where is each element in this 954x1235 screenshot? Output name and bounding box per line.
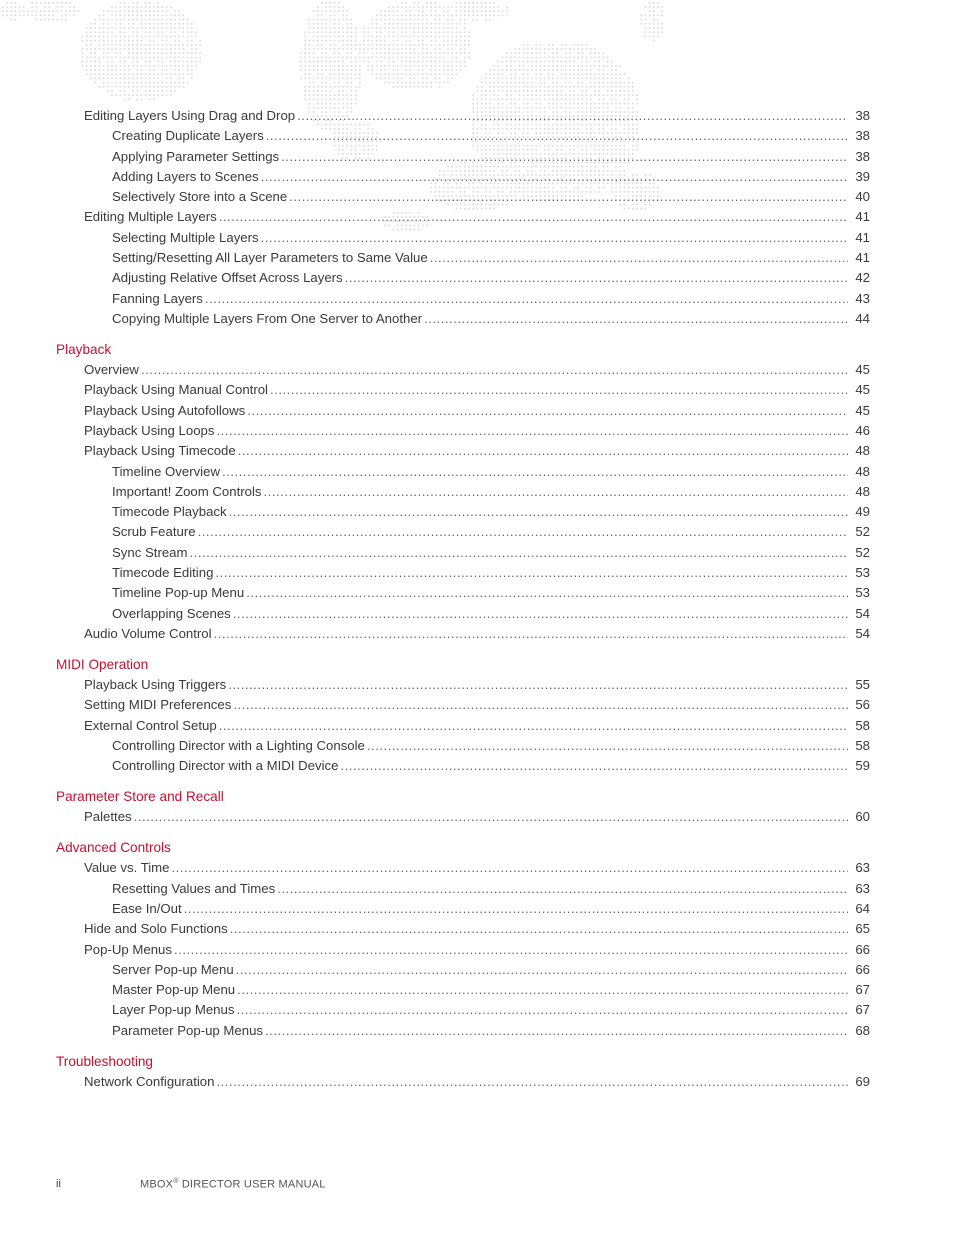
dot-leader xyxy=(277,879,848,899)
dot-leader xyxy=(270,380,848,400)
toc-entry-page: 48 xyxy=(855,443,870,459)
toc-entry-title: Adjusting Relative Offset Across Layers xyxy=(112,270,343,286)
toc-entry[interactable] xyxy=(56,716,870,736)
toc-entry[interactable] xyxy=(56,899,870,919)
dot-leader xyxy=(238,441,848,461)
toc-entry[interactable] xyxy=(56,126,870,146)
dot-leader xyxy=(345,268,848,288)
toc-entry[interactable] xyxy=(56,940,870,960)
toc-entry-page: 54 xyxy=(855,605,870,621)
toc-entry[interactable] xyxy=(56,879,870,899)
toc-entry-page: 52 xyxy=(855,524,870,540)
toc-entry-page: 58 xyxy=(855,737,870,753)
dot-leader xyxy=(198,522,848,542)
dot-leader xyxy=(233,695,848,715)
toc-entry[interactable] xyxy=(56,380,870,400)
toc-entry-page: 38 xyxy=(855,148,870,164)
toc-entry-title: Server Pop-up Menu xyxy=(112,961,234,977)
toc-entry[interactable] xyxy=(56,695,870,715)
dot-leader xyxy=(233,604,848,624)
toc-entry-page: 48 xyxy=(855,483,870,499)
toc-entry-page: 44 xyxy=(855,310,870,326)
dot-leader xyxy=(289,187,848,207)
toc-entry[interactable] xyxy=(56,147,870,167)
toc-entry-title: Playback Using Manual Control xyxy=(84,382,268,398)
toc-entry[interactable] xyxy=(56,980,870,1000)
toc-entry-title: Parameter Pop-up Menus xyxy=(112,1022,263,1038)
dot-leader xyxy=(266,126,848,146)
dot-leader xyxy=(134,807,848,827)
toc-entry-title: Timeline Overview xyxy=(112,463,220,479)
toc-entry-title: Ease In/Out xyxy=(112,900,182,916)
toc-entry[interactable] xyxy=(56,756,870,776)
section-heading: Parameter Store and Recall xyxy=(56,789,224,804)
toc-entry-page: 39 xyxy=(855,168,870,184)
toc-entry-page: 67 xyxy=(855,1002,870,1018)
dot-leader xyxy=(237,980,848,1000)
toc-entry-title: Timeline Pop-up Menu xyxy=(112,585,245,601)
toc-entry-page: 41 xyxy=(855,250,870,266)
toc-entry-page: 41 xyxy=(855,229,870,245)
toc-entry-page: 53 xyxy=(855,585,870,601)
toc-entry-title: Controlling Director with a MIDI Device xyxy=(112,758,339,774)
toc-entry-title: Sync Stream xyxy=(112,544,188,560)
dot-leader xyxy=(297,106,848,126)
toc-entry[interactable] xyxy=(56,309,870,329)
toc-entry-title: Timecode Editing xyxy=(112,565,214,581)
toc-entry[interactable] xyxy=(56,807,870,827)
toc-entry-page: 38 xyxy=(855,108,870,123)
toc-entry-page: 52 xyxy=(855,544,870,560)
toc-entry-title: Pop-Up Menus xyxy=(84,941,172,957)
dot-leader xyxy=(281,147,848,167)
toc-entry-page: 45 xyxy=(855,362,870,378)
toc-entry-title: Palettes xyxy=(84,809,132,825)
section-heading: Playback xyxy=(56,341,112,357)
toc-entry[interactable] xyxy=(56,167,870,187)
toc-entry-title: Hide and Solo Functions xyxy=(84,921,228,937)
dot-leader xyxy=(205,289,848,309)
toc-entry-title: Selectively Store into a Scene xyxy=(112,189,288,205)
dot-leader xyxy=(222,462,848,482)
manual-title: MBOX® DIRECTOR USER MANUAL xyxy=(140,1178,326,1191)
dot-leader xyxy=(340,756,848,776)
dot-leader xyxy=(219,716,848,736)
toc-entry-page: 67 xyxy=(855,982,870,998)
toc-entry[interactable] xyxy=(56,441,870,461)
toc-entry[interactable] xyxy=(56,919,870,939)
toc-entry-page: 68 xyxy=(855,1022,870,1038)
toc-entry-title: Audio Volume Control xyxy=(84,625,212,641)
toc-entry[interactable] xyxy=(56,248,870,268)
toc-entry-page: 46 xyxy=(855,422,870,438)
toc-entry-page: 54 xyxy=(855,625,870,641)
toc-entry[interactable] xyxy=(56,604,870,624)
toc-entry-page: 43 xyxy=(855,290,870,306)
toc-entry[interactable] xyxy=(56,1021,870,1041)
section-heading: Troubleshooting xyxy=(56,1053,153,1069)
toc-entry-page: 38 xyxy=(855,128,870,144)
dot-leader xyxy=(247,401,848,421)
toc-entry[interactable] xyxy=(56,187,870,207)
dot-leader xyxy=(215,563,848,583)
dot-leader xyxy=(216,421,848,441)
toc-entry-page: 59 xyxy=(855,758,870,774)
toc-entry-title: Value vs. Time xyxy=(84,860,170,876)
dot-leader xyxy=(236,1000,848,1020)
dot-leader xyxy=(184,899,848,919)
dot-leader xyxy=(219,207,848,227)
toc-entry-title: Network Configuration xyxy=(84,1073,215,1089)
toc-entry-page: 41 xyxy=(855,209,870,225)
toc-entry[interactable] xyxy=(56,268,870,288)
toc-entry-page: 56 xyxy=(855,697,870,713)
toc-entry-page: 66 xyxy=(855,941,870,957)
toc-entry-page: 58 xyxy=(855,717,870,733)
toc-entry[interactable] xyxy=(56,1072,870,1092)
dot-leader xyxy=(424,309,848,329)
toc-entry-title: External Control Setup xyxy=(84,717,217,733)
table-of-contents xyxy=(56,106,870,1092)
toc-entry-page: 55 xyxy=(855,677,870,693)
toc-entry-page: 65 xyxy=(855,921,870,937)
toc-entry-title: Copying Multiple Layers From One Server to Another xyxy=(112,310,423,326)
toc-entry-title: Creating Duplicate Layers xyxy=(112,128,264,144)
toc-entry-page: 53 xyxy=(855,565,870,581)
toc-entry-title: Controlling Director with a Lighting Console xyxy=(112,737,365,753)
toc-entry[interactable] xyxy=(56,106,870,126)
toc-entry-title: Master Pop-up Menu xyxy=(112,982,236,998)
dot-leader xyxy=(261,167,848,187)
toc-entry-title: Adding Layers to Scenes xyxy=(112,168,259,184)
toc-entry-page: 45 xyxy=(855,402,870,418)
toc-entry-title: Timecode Playback xyxy=(112,504,227,520)
toc-entry-page: 69 xyxy=(855,1073,870,1089)
toc-entry-title: Applying Parameter Settings xyxy=(112,148,280,164)
toc-entry[interactable] xyxy=(56,502,870,522)
toc-entry[interactable] xyxy=(56,207,870,227)
toc-entry[interactable] xyxy=(56,675,870,695)
toc-entry-page: 49 xyxy=(855,504,870,520)
toc-entry[interactable] xyxy=(56,736,870,756)
toc-entry-page: 45 xyxy=(855,382,870,398)
toc-entry-title: Playback Using Timecode xyxy=(84,443,236,459)
dot-leader xyxy=(214,624,848,644)
dot-leader xyxy=(230,919,848,939)
toc-entry-title: Setting/Resetting All Layer Parameters to Same Value xyxy=(112,250,428,266)
toc-entry-title: Editing Multiple Layers xyxy=(84,209,217,225)
dot-leader xyxy=(236,960,848,980)
dot-leader xyxy=(216,1072,848,1092)
toc-entry[interactable] xyxy=(56,421,870,441)
toc-entry-title: Overlapping Scenes xyxy=(112,605,231,621)
toc-entry-title: Playback Using Loops xyxy=(84,422,215,438)
dot-leader xyxy=(246,583,848,603)
dot-leader xyxy=(172,858,848,878)
toc-entry[interactable] xyxy=(56,960,870,980)
toc-entry[interactable] xyxy=(56,522,870,542)
section-heading: Advanced Controls xyxy=(56,840,171,856)
toc-entry-page: 66 xyxy=(855,961,870,977)
toc-entry-title: Playback Using Autofollows xyxy=(84,402,246,418)
toc-entry-title: Playback Using Triggers xyxy=(84,677,227,693)
toc-entry[interactable] xyxy=(56,228,870,248)
toc-entry-title: Selecting Multiple Layers xyxy=(112,229,259,245)
toc-entry-page: 60 xyxy=(855,809,870,825)
toc-entry-title: Layer Pop-up Menus xyxy=(112,1002,235,1018)
toc-entry-title: Scrub Feature xyxy=(112,524,196,540)
toc-entry[interactable] xyxy=(56,563,870,583)
toc-entry-page: 63 xyxy=(855,860,870,876)
registered-mark: ® xyxy=(173,1178,179,1185)
toc-entry-page: 40 xyxy=(855,189,870,205)
toc-entry-title: Editing Layers Using Drag and Drop xyxy=(84,108,296,123)
toc-entry-title: Fanning Layers xyxy=(112,290,203,306)
toc-entry[interactable] xyxy=(56,401,870,421)
toc-entry[interactable] xyxy=(56,624,870,644)
dot-leader xyxy=(141,360,848,380)
toc-entry[interactable] xyxy=(56,1000,870,1020)
page-number: ii xyxy=(56,1178,61,1190)
dot-leader xyxy=(264,482,848,502)
toc-entry[interactable] xyxy=(56,858,870,878)
dot-leader xyxy=(228,675,848,695)
toc-entry-page: 63 xyxy=(855,880,870,896)
section-heading: MIDI Operation xyxy=(56,656,149,672)
toc-entry-page: 42 xyxy=(855,270,870,286)
toc-entry[interactable] xyxy=(56,462,870,482)
toc-entry-title: Important! Zoom Controls xyxy=(112,483,262,499)
dot-leader xyxy=(367,736,848,756)
dot-leader xyxy=(261,228,848,248)
toc-entry-title: Setting MIDI Preferences xyxy=(84,697,232,713)
toc-entry[interactable] xyxy=(56,289,870,309)
dot-leader xyxy=(430,248,848,268)
toc-entry[interactable] xyxy=(56,543,870,563)
dot-leader xyxy=(229,502,848,522)
toc-entry-title: Overview xyxy=(84,362,139,378)
dot-leader xyxy=(190,543,849,563)
toc-entry[interactable] xyxy=(56,583,870,603)
toc-entry-page: 64 xyxy=(855,900,870,916)
toc-entry-title: Resetting Values and Times xyxy=(112,880,276,896)
dot-leader xyxy=(174,940,848,960)
dot-leader xyxy=(265,1021,848,1041)
toc-entry[interactable] xyxy=(56,482,870,502)
toc-entry[interactable] xyxy=(56,360,870,380)
toc-entry-page: 48 xyxy=(855,463,870,479)
